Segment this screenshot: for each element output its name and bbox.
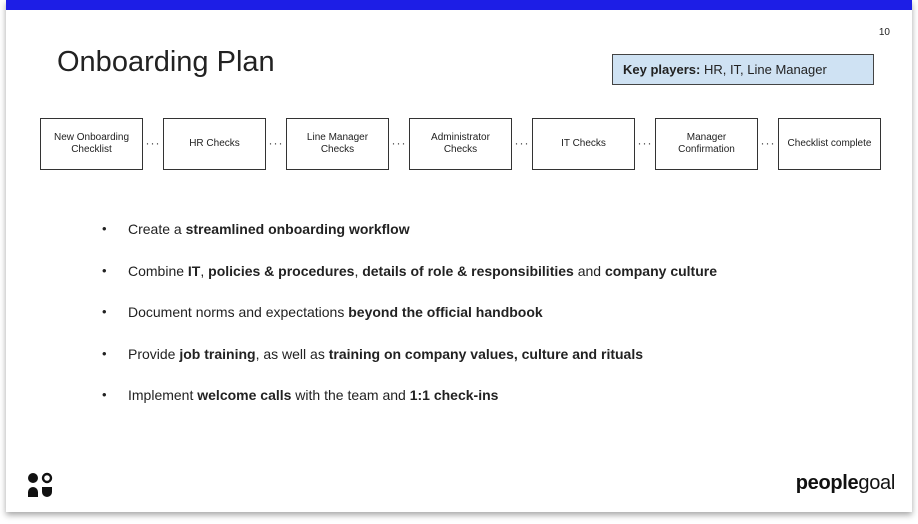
process-flow — [40, 118, 880, 170]
slide-title: Onboarding Plan — [57, 46, 275, 78]
bullet-text-bold: beyond the official handbook — [348, 304, 543, 320]
flow-step: IT Checks — [532, 118, 635, 170]
bullet-text: Combine — [128, 262, 188, 279]
key-players-value: HR, IT, Line Manager — [700, 62, 827, 77]
key-players-box — [612, 54, 874, 85]
bullet-text-bold: policies & procedures — [208, 262, 355, 279]
flow-step: HR Checks — [163, 118, 266, 170]
bullet-text: , — [354, 262, 363, 279]
flow-connector: ··· — [637, 136, 653, 150]
bullet-text: and — [573, 262, 605, 279]
flow-connector: ··· — [268, 136, 284, 150]
slide — [6, 0, 912, 512]
bullet-text: with the team and — [291, 387, 410, 403]
flow-connector: ··· — [514, 136, 530, 150]
top-accent-bar — [6, 0, 912, 10]
bullet-text: Implement — [128, 387, 198, 403]
bullet-text-bold: streamlined onboarding workflow — [185, 221, 410, 237]
flow-connector: ··· — [760, 136, 776, 150]
flow-step: Manager Confirmation — [655, 118, 758, 170]
bullet-item — [98, 218, 717, 260]
bullet-text-bold: company culture — [604, 262, 717, 279]
flow-step: New Onboarding Checklist — [40, 118, 143, 170]
bullet-text: Provide — [128, 345, 180, 362]
bullet-text-bold: 1:1 check-ins — [409, 387, 499, 403]
flow-connector: ··· — [391, 136, 407, 150]
bullet-item — [98, 260, 717, 302]
key-players-label: Key players: — [623, 62, 701, 77]
bullet-list — [98, 218, 717, 426]
flow-connector: ··· — [145, 136, 161, 150]
bullet-item — [98, 301, 717, 343]
bullet-item — [98, 343, 717, 385]
bullet-text-bold: details of role & responsibilities — [362, 262, 574, 279]
bullet-text: Create a — [128, 221, 186, 237]
bullet-item — [98, 384, 717, 426]
brand-part-people: people — [795, 472, 859, 494]
bullet-text-bold: training on company values, culture and rituals — [328, 345, 644, 362]
bullet-text-bold: job training — [179, 345, 256, 362]
page-number: 10 — [878, 27, 890, 38]
bullet-text-bold: welcome calls — [197, 387, 292, 403]
bullet-text: , — [200, 262, 209, 279]
bullet-text: Document norms and expectations — [128, 304, 349, 320]
brand-part-goal: goal — [858, 472, 895, 494]
bullet-text: , as well as — [255, 345, 329, 362]
brand-wordmark — [796, 472, 895, 495]
flow-step: Administrator Checks — [409, 118, 512, 170]
flow-step: Checklist complete — [778, 118, 881, 170]
flow-step: Line Manager Checks — [286, 118, 389, 170]
bullet-text-bold: IT — [187, 262, 201, 279]
peoplegoal-logo-icon — [26, 472, 54, 498]
